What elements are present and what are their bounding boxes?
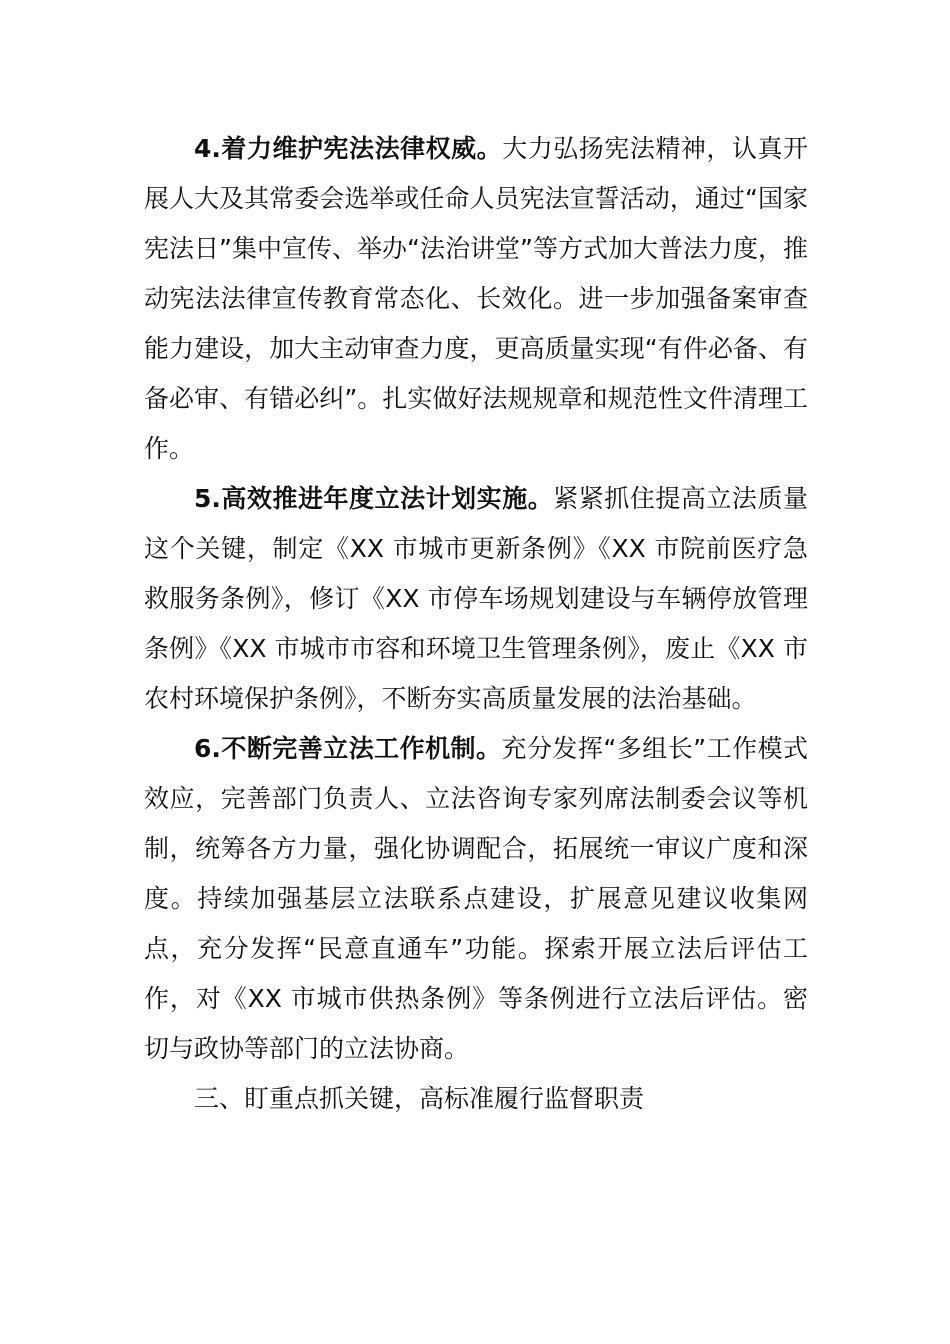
section-heading-3: 三、盯重点抓关键，高标准履行监督职责	[194, 1084, 645, 1113]
paragraph-4	[144, 124, 808, 474]
paragraph-6-text: 充分发挥“多组长”工作模式效应，完善部门负责人、立法咨询专家列席法制委会议等机制，统筹各方力量，强化协调配合，拓展统一审议广度和深度。持续加强基层立法联系点建设，扩展意见建议收集网点，充分发挥“民意直通车”功能。探索开展立法后评估工作，对《XX 市城市供热条例》等条例进行立法后评估。密切与政协等部门的立法协商。	[144, 734, 808, 1063]
paragraph-5-text: 紧紧抓住提高立法质量这个关键，制定《XX 市城市更新条例》《XX 市院前医疗急救服务条例》，修订《XX 市停车场规划建设与车辆停放管理条例》《XX 市城市市容和环境卫生管理条例》，废止《XX 市农村环境保护条例》，不断夯实高质量发展的法治基础。	[144, 484, 808, 713]
paragraph-4-heading: 4.着力维护宪法法律权威。	[194, 134, 503, 163]
paragraph-4-text: 大力弘扬宪法精神，认真开展人大及其常委会选举或任命人员宪法宣誓活动，通过“国家宪法日”集中宣传、举办“法治讲堂”等方式加大普法力度，推动宪法法律宣传教育常态化、长效化。进一步加强备案审查能力建设，加大主动审查力度，更高质量实现“有件必备、有备必审、有错必纠”。扎实做好法规规章和规范性文件清理工作。	[144, 134, 808, 463]
paragraph-6	[144, 724, 808, 1074]
paragraph-5-heading: 5.高效推进年度立法计划实施。	[194, 484, 554, 513]
paragraph-6-heading: 6.不断完善立法工作机制。	[194, 734, 502, 763]
paragraph-5	[144, 474, 808, 724]
document-body	[144, 124, 808, 1124]
